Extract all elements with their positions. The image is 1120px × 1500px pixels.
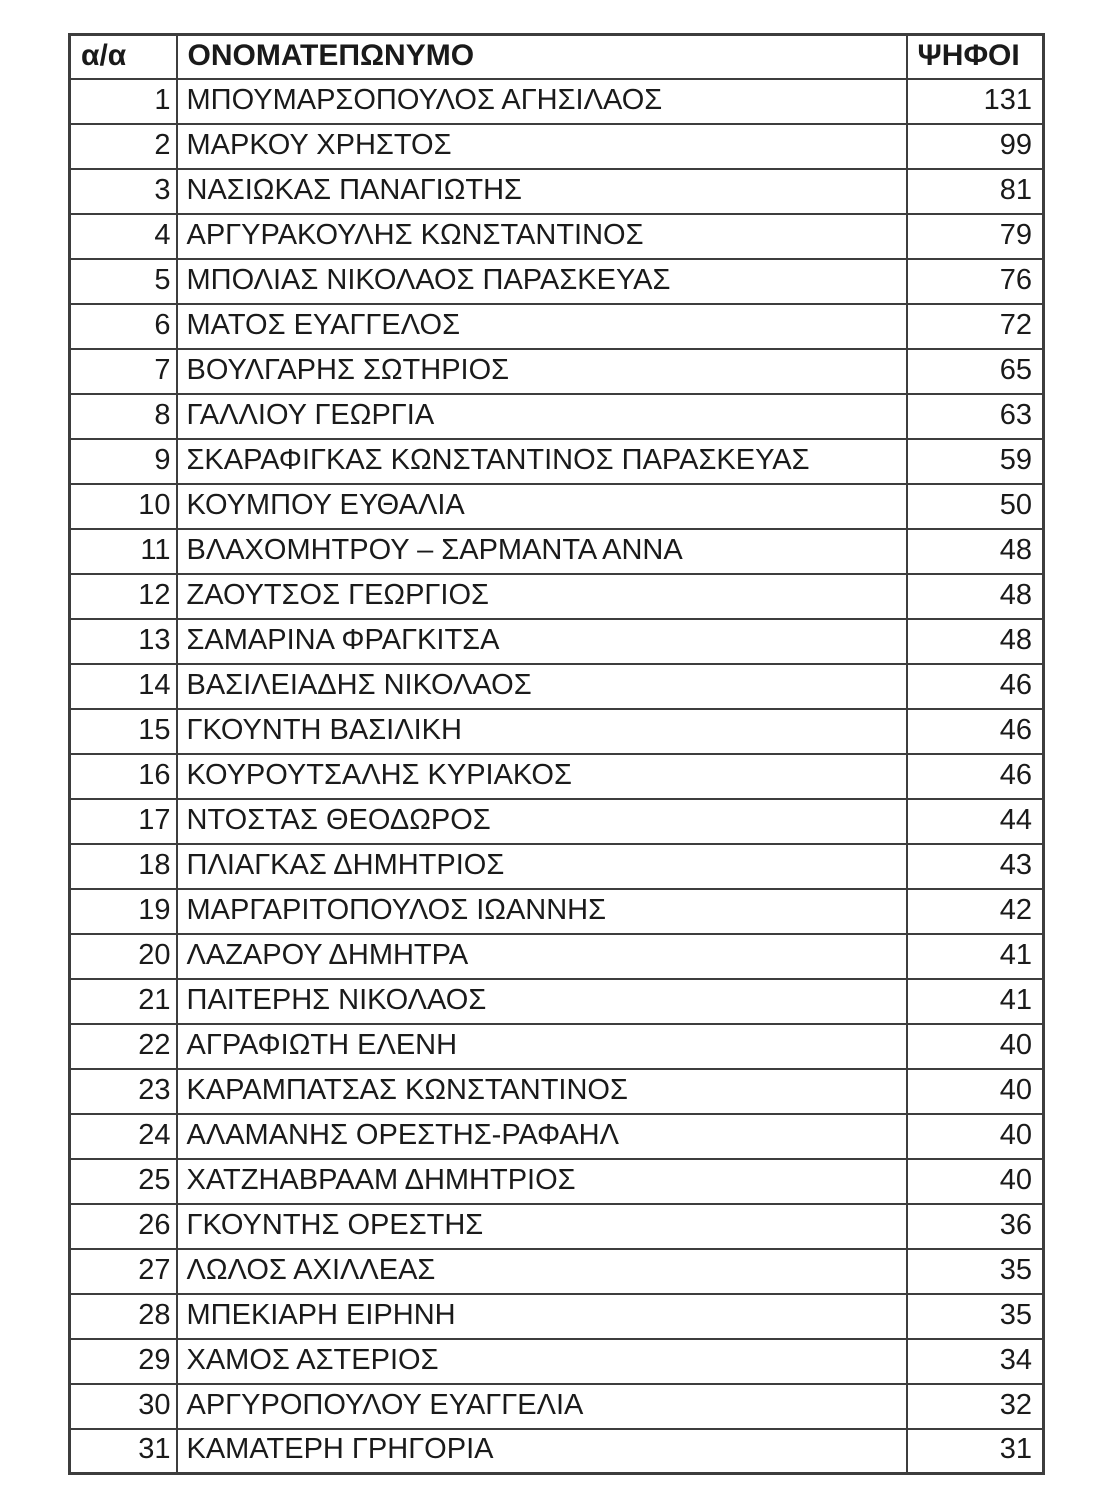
votes-cell: 40: [907, 1024, 1044, 1069]
votes-cell: 41: [907, 979, 1044, 1024]
row-index-cell: 9: [70, 439, 177, 484]
votes-cell: 34: [907, 1339, 1044, 1384]
row-index-cell: 17: [70, 799, 177, 844]
votes-cell: 36: [907, 1204, 1044, 1249]
table-row: [70, 1204, 1044, 1249]
candidate-name-cell: ΚΟΥΡΟΥΤΣΑΛΗΣ ΚΥΡΙΑΚΟΣ: [177, 754, 907, 799]
row-index-cell: 4: [70, 214, 177, 259]
table-row: [70, 754, 1044, 799]
candidate-name-cell: ΒΛΑΧΟΜΗΤΡΟΥ – ΣΑΡΜΑΝΤΑ ΑΝΝΑ: [177, 529, 907, 574]
table-row: [70, 529, 1044, 574]
candidate-name-cell: ΑΡΓΥΡΟΠΟΥΛΟΥ ΕΥΑΓΓΕΛΙΑ: [177, 1384, 907, 1429]
row-index-cell: 21: [70, 979, 177, 1024]
table-row: [70, 484, 1044, 529]
table-row: [70, 709, 1044, 754]
row-index-cell: 15: [70, 709, 177, 754]
row-index-cell: 14: [70, 664, 177, 709]
table-row: [70, 304, 1044, 349]
row-index-cell: 22: [70, 1024, 177, 1069]
row-index-cell: 19: [70, 889, 177, 934]
votes-cell: 31: [907, 1429, 1044, 1474]
vote-results-table: [68, 33, 1045, 1475]
votes-cell: 35: [907, 1294, 1044, 1339]
votes-cell: 35: [907, 1249, 1044, 1294]
row-index-cell: 16: [70, 754, 177, 799]
candidate-name-cell: ΠΑΙΤΕΡΗΣ ΝΙΚΟΛΑΟΣ: [177, 979, 907, 1024]
candidate-name-cell: ΜΑΡΓΑΡΙΤΟΠΟΥΛΟΣ ΙΩΑΝΝΗΣ: [177, 889, 907, 934]
candidate-name-cell: ΜΑΤΟΣ ΕΥΑΓΓΕΛΟΣ: [177, 304, 907, 349]
votes-cell: 32: [907, 1384, 1044, 1429]
candidate-name-cell: ΑΓΡΑΦΙΩΤΗ ΕΛΕΝΗ: [177, 1024, 907, 1069]
table-row: [70, 1384, 1044, 1429]
row-index-cell: 5: [70, 259, 177, 304]
table-row: [70, 799, 1044, 844]
row-index-cell: 23: [70, 1069, 177, 1114]
table-body: [70, 79, 1044, 1474]
row-index-cell: 2: [70, 124, 177, 169]
table-row: [70, 1024, 1044, 1069]
candidate-name-cell: ΜΑΡΚΟΥ ΧΡΗΣΤΟΣ: [177, 124, 907, 169]
column-header-name: ΟΝΟΜΑΤΕΠΩΝΥΜΟ: [177, 35, 907, 79]
row-index-cell: 11: [70, 529, 177, 574]
candidate-name-cell: ΝΤΟΣΤΑΣ ΘΕΟΔΩΡΟΣ: [177, 799, 907, 844]
candidate-name-cell: ΒΑΣΙΛΕΙΑΔΗΣ ΝΙΚΟΛΑΟΣ: [177, 664, 907, 709]
candidate-name-cell: ΝΑΣΙΩΚΑΣ ΠΑΝΑΓΙΩΤΗΣ: [177, 169, 907, 214]
row-index-cell: 8: [70, 394, 177, 439]
table-row: [70, 124, 1044, 169]
candidate-name-cell: ΣΑΜΑΡΙΝΑ ΦΡΑΓΚΙΤΣΑ: [177, 619, 907, 664]
row-index-cell: 12: [70, 574, 177, 619]
votes-cell: 48: [907, 574, 1044, 619]
table-row: [70, 574, 1044, 619]
candidate-name-cell: ΜΠΟΥΜΑΡΣΟΠΟΥΛΟΣ ΑΓΗΣΙΛΑΟΣ: [177, 79, 907, 124]
table-row: [70, 1114, 1044, 1159]
votes-cell: 41: [907, 934, 1044, 979]
votes-cell: 46: [907, 754, 1044, 799]
candidate-name-cell: ΒΟΥΛΓΑΡΗΣ ΣΩΤΗΡΙΟΣ: [177, 349, 907, 394]
candidate-name-cell: ΚΟΥΜΠΟΥ ΕΥΘΑΛΙΑ: [177, 484, 907, 529]
column-header-votes: ΨΗΦΟΙ: [907, 35, 1044, 79]
candidate-name-cell: ΚΑΜΑΤΕΡΗ ΓΡΗΓΟΡΙΑ: [177, 1429, 907, 1474]
votes-cell: 40: [907, 1159, 1044, 1204]
votes-cell: 72: [907, 304, 1044, 349]
column-header-index: α/α: [70, 35, 177, 79]
votes-cell: 42: [907, 889, 1044, 934]
votes-cell: 46: [907, 709, 1044, 754]
table-row: [70, 349, 1044, 394]
table-row: [70, 1294, 1044, 1339]
votes-cell: 81: [907, 169, 1044, 214]
table-row: [70, 889, 1044, 934]
table-row: [70, 934, 1044, 979]
candidate-name-cell: ΓΑΛΛΙΟΥ ΓΕΩΡΓΙΑ: [177, 394, 907, 439]
row-index-cell: 29: [70, 1339, 177, 1384]
votes-cell: 40: [907, 1114, 1044, 1159]
table-row: [70, 1339, 1044, 1384]
table-row: [70, 214, 1044, 259]
votes-cell: 50: [907, 484, 1044, 529]
row-index-cell: 26: [70, 1204, 177, 1249]
row-index-cell: 20: [70, 934, 177, 979]
candidate-name-cell: ΛΩΛΟΣ ΑΧΙΛΛΕΑΣ: [177, 1249, 907, 1294]
row-index-cell: 6: [70, 304, 177, 349]
table-row: [70, 169, 1044, 214]
votes-cell: 48: [907, 529, 1044, 574]
votes-cell: 40: [907, 1069, 1044, 1114]
row-index-cell: 1: [70, 79, 177, 124]
row-index-cell: 28: [70, 1294, 177, 1339]
row-index-cell: 31: [70, 1429, 177, 1474]
row-index-cell: 27: [70, 1249, 177, 1294]
row-index-cell: 7: [70, 349, 177, 394]
candidate-name-cell: ΚΑΡΑΜΠΑΤΣΑΣ ΚΩΝΣΤΑΝΤΙΝΟΣ: [177, 1069, 907, 1114]
table-row: [70, 844, 1044, 889]
candidate-name-cell: ΑΡΓΥΡΑΚΟΥΛΗΣ ΚΩΝΣΤΑΝΤΙΝΟΣ: [177, 214, 907, 259]
row-index-cell: 3: [70, 169, 177, 214]
table-header-row: [70, 35, 1044, 79]
table-row: [70, 439, 1044, 484]
candidate-name-cell: ΓΚΟΥΝΤΗ ΒΑΣΙΛΙΚΗ: [177, 709, 907, 754]
table-row: [70, 619, 1044, 664]
votes-cell: 99: [907, 124, 1044, 169]
votes-cell: 63: [907, 394, 1044, 439]
votes-cell: 59: [907, 439, 1044, 484]
table-row: [70, 664, 1044, 709]
row-index-cell: 13: [70, 619, 177, 664]
votes-cell: 79: [907, 214, 1044, 259]
row-index-cell: 30: [70, 1384, 177, 1429]
candidate-name-cell: ΜΠΟΛΙΑΣ ΝΙΚΟΛΑΟΣ ΠΑΡΑΣΚΕΥΑΣ: [177, 259, 907, 304]
votes-cell: 44: [907, 799, 1044, 844]
table-row: [70, 1069, 1044, 1114]
table-row: [70, 79, 1044, 124]
table-row: [70, 394, 1044, 439]
votes-cell: 43: [907, 844, 1044, 889]
candidate-name-cell: ΑΛΑΜΑΝΗΣ ΟΡΕΣΤΗΣ-ΡΑΦΑΗΛ: [177, 1114, 907, 1159]
row-index-cell: 18: [70, 844, 177, 889]
candidate-name-cell: ΠΛΙΑΓΚΑΣ ΔΗΜΗΤΡΙΟΣ: [177, 844, 907, 889]
votes-cell: 48: [907, 619, 1044, 664]
votes-cell: 46: [907, 664, 1044, 709]
row-index-cell: 24: [70, 1114, 177, 1159]
candidate-name-cell: ΧΑΜΟΣ ΑΣΤΕΡΙΟΣ: [177, 1339, 907, 1384]
candidate-name-cell: ΜΠΕΚΙΑΡΗ ΕΙΡΗΝΗ: [177, 1294, 907, 1339]
table-row: [70, 1249, 1044, 1294]
table-row: [70, 259, 1044, 304]
votes-cell: 65: [907, 349, 1044, 394]
table-row: [70, 1159, 1044, 1204]
candidate-name-cell: ΧΑΤΖΗΑΒΡΑΑΜ ΔΗΜΗΤΡΙΟΣ: [177, 1159, 907, 1204]
candidate-name-cell: ΛΑΖΑΡΟΥ ΔΗΜΗΤΡΑ: [177, 934, 907, 979]
row-index-cell: 10: [70, 484, 177, 529]
votes-cell: 131: [907, 79, 1044, 124]
table-row: [70, 979, 1044, 1024]
candidate-name-cell: ΖΑΟΥΤΣΟΣ ΓΕΩΡΓΙΟΣ: [177, 574, 907, 619]
table-row: [70, 1429, 1044, 1474]
candidate-name-cell: ΣΚΑΡΑΦΙΓΚΑΣ ΚΩΝΣΤΑΝΤΙΝΟΣ ΠΑΡΑΣΚΕΥΑΣ: [177, 439, 907, 484]
candidate-name-cell: ΓΚΟΥΝΤΗΣ ΟΡΕΣΤΗΣ: [177, 1204, 907, 1249]
votes-cell: 76: [907, 259, 1044, 304]
row-index-cell: 25: [70, 1159, 177, 1204]
